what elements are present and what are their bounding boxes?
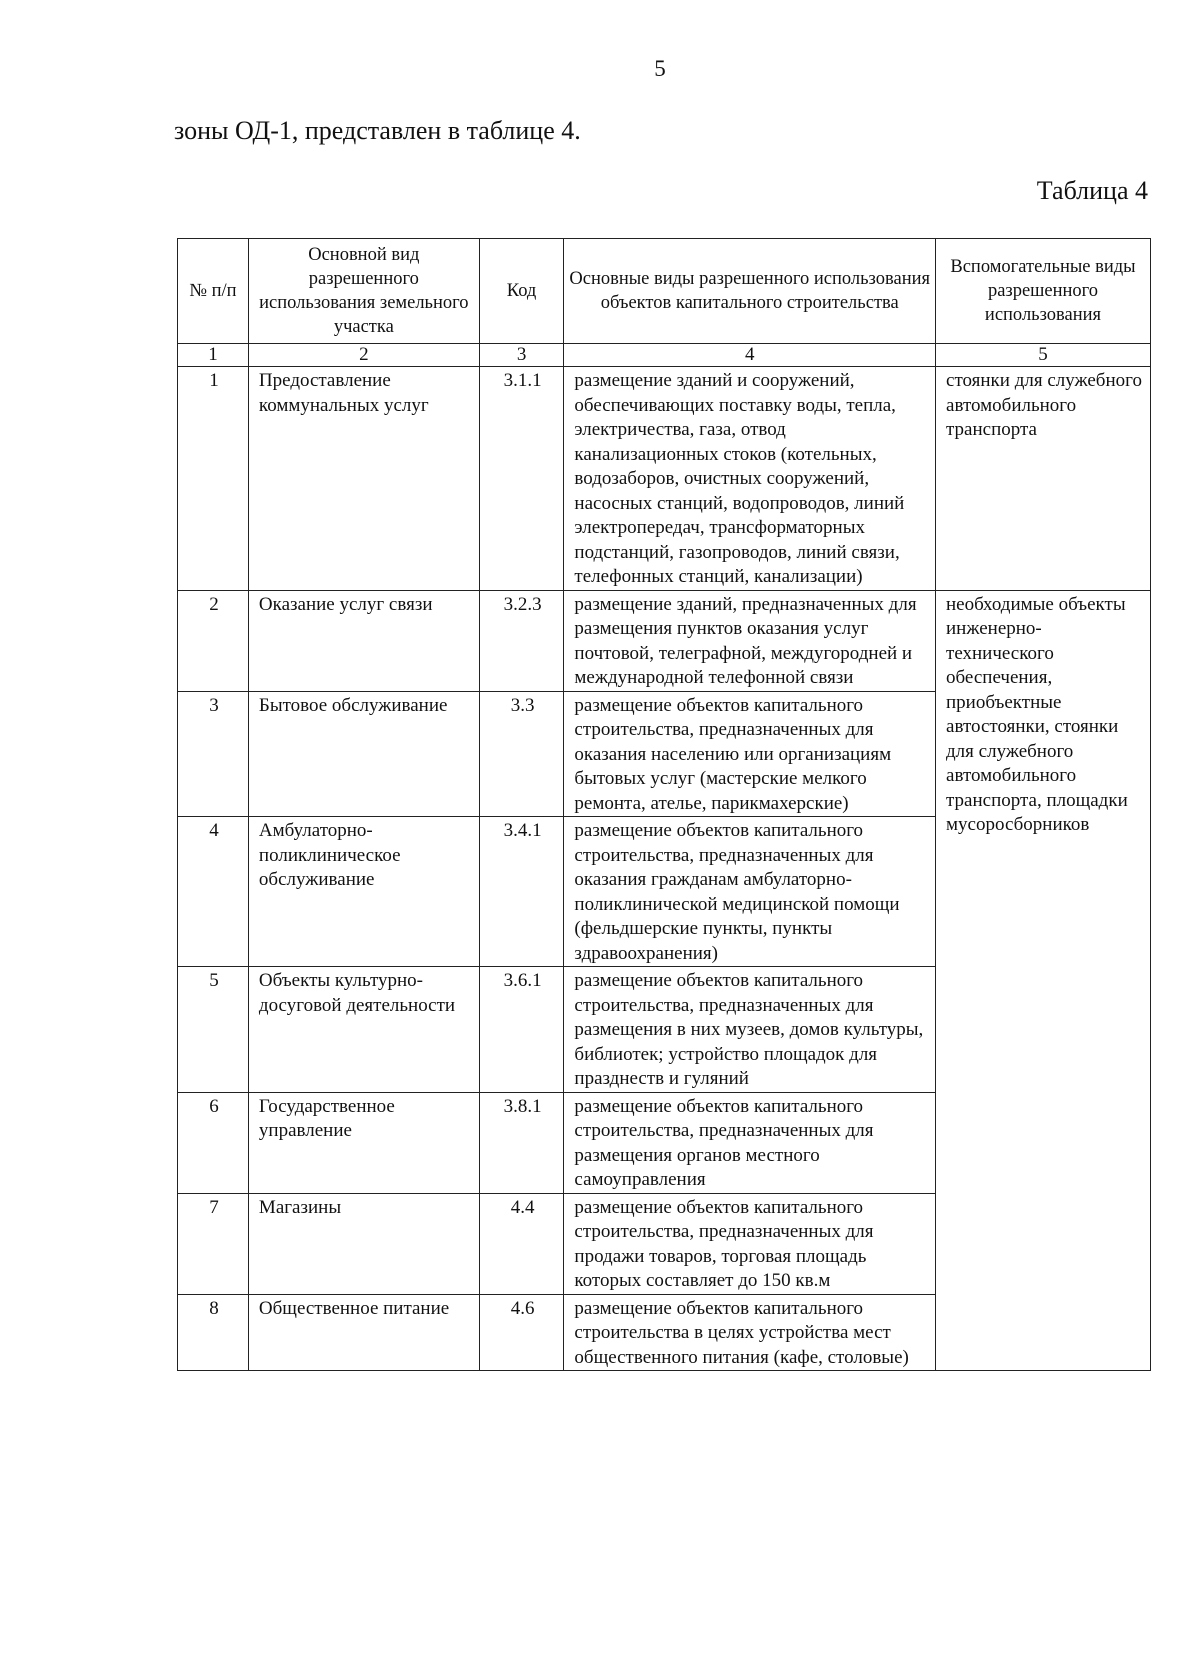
header-aux-uses: Вспомогательные виды разрешенного использования	[936, 239, 1151, 344]
row-land-use: Магазины	[248, 1193, 479, 1294]
row-description: размещение зданий и сооружений, обеспечивающих поставку воды, тепла, электричества, газа, отвод канализационных стоков (котельных, водозаборов, очистных сооружений, насосных станций, водопроводов, линий электропередач, трансформаторных подстанций, газопроводов, линий связи, телефонных станций, канализации)	[564, 367, 936, 591]
column-number: 1	[178, 344, 249, 367]
row-number: 8	[178, 1294, 249, 1371]
row-code: 3.3	[479, 691, 564, 817]
row-number: 4	[178, 817, 249, 967]
row-description: размещение зданий, предназначенных для размещения пунктов оказания услуг почтовой, телеграфной, междугородней и международной телефонной связи	[564, 590, 936, 691]
header-land-use: Основной вид разрешенного использования земельного участка	[248, 239, 479, 344]
row-land-use: Общественное питание	[248, 1294, 479, 1371]
column-number: 4	[564, 344, 936, 367]
row-land-use: Амбулаторно-поликлиническое обслуживание	[248, 817, 479, 967]
header-number: № п/п	[178, 239, 249, 344]
row-land-use: Бытовое обслуживание	[248, 691, 479, 817]
row-land-use: Оказание услуг связи	[248, 590, 479, 691]
row-code: 4.4	[479, 1193, 564, 1294]
intro-text: зоны ОД-1, представлен в таблице 4.	[174, 116, 581, 145]
table-row	[178, 590, 1151, 691]
row-land-use: Объекты культурно-досуговой деятельности	[248, 967, 479, 1093]
row-land-use: Государственное управление	[248, 1092, 479, 1193]
column-number: 2	[248, 344, 479, 367]
zoning-table	[177, 238, 1151, 1371]
row-number: 3	[178, 691, 249, 817]
row-number: 1	[178, 367, 249, 591]
row-description: размещение объектов капитального строительства, предназначенных для продажи товаров, торговая площадь которых составляет до 150 кв.м	[564, 1193, 936, 1294]
row-land-use: Предоставление коммунальных услуг	[248, 367, 479, 591]
row-number: 5	[178, 967, 249, 1093]
table-row	[178, 367, 1151, 591]
column-number: 3	[479, 344, 564, 367]
column-number: 5	[936, 344, 1151, 367]
row-code: 3.4.1	[479, 817, 564, 967]
row-number: 6	[178, 1092, 249, 1193]
row-aux-uses: стоянки для служебного автомобильного транспорта	[936, 367, 1151, 591]
row-number: 7	[178, 1193, 249, 1294]
row-code: 3.6.1	[479, 967, 564, 1093]
row-number: 2	[178, 590, 249, 691]
row-aux-uses-merged: необходимые объекты инженерно-технического обеспечения, приобъектные автостоянки, стоянки для служебного автомобильного транспорта, площадки мусоросборников	[936, 590, 1151, 1371]
table-header-row	[178, 239, 1151, 344]
header-code: Код	[479, 239, 564, 344]
header-main-uses: Основные виды разрешенного использования объектов капитального строительства	[564, 239, 936, 344]
row-code: 3.2.3	[479, 590, 564, 691]
row-description: размещение объектов капитального строительства, предназначенных для оказания населению или организациям бытовых услуг (мастерские мелкого ремонта, ателье, парикмахерские)	[564, 691, 936, 817]
row-code: 3.8.1	[479, 1092, 564, 1193]
row-code: 3.1.1	[479, 367, 564, 591]
column-number-row	[178, 344, 1151, 367]
table-caption: Таблица 4	[1036, 176, 1148, 205]
row-description: размещение объектов капитального строительства, предназначенных для размещения в них музеев, домов культуры, библиотек; устройство площадок для празднеств и гуляний	[564, 967, 936, 1093]
row-description: размещение объектов капитального строительства, предназначенных для оказания гражданам амбулаторно-поликлинической медицинской помощи (фельдшерские пункты, пункты здравоохранения)	[564, 817, 936, 967]
row-code: 4.6	[479, 1294, 564, 1371]
row-description: размещение объектов капитального строительства, предназначенных для размещения органов местного самоуправления	[564, 1092, 936, 1193]
page-number: 5	[654, 56, 666, 81]
row-description: размещение объектов капитального строительства в целях устройства мест общественного питания (кафе, столовые)	[564, 1294, 936, 1371]
